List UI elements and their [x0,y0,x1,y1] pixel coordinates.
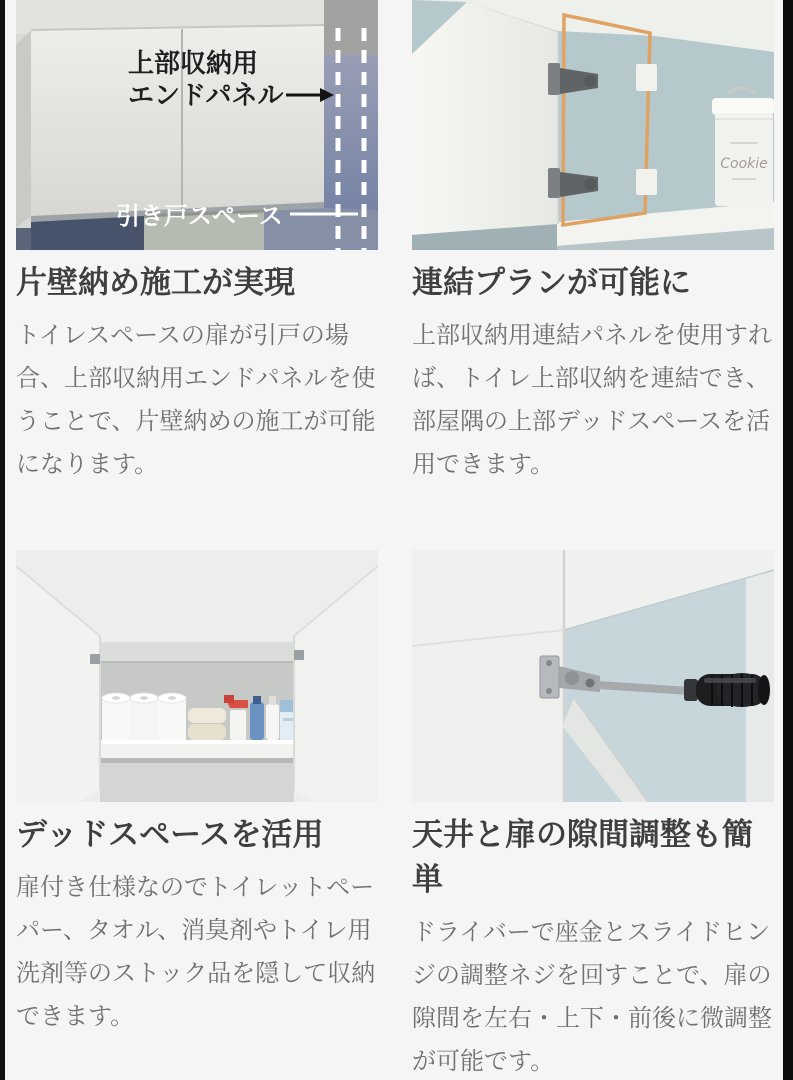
adjustment-screw [586,679,595,688]
end-panel-cabinet-illustration [16,0,378,250]
canister-label: Cookie [720,156,768,172]
feature-card-hinge-adjustment [412,550,774,1080]
hinge-plate-lower [636,169,657,195]
storage-contents-photo [16,550,378,802]
feature-card-end-panel [16,0,378,486]
hinge-plate-upper [636,64,657,91]
left-edge-bar [0,0,5,1080]
feature-body: ドライバーで座金とスライドヒンジの調整ネジを回すことで、扉の隙間を左右・上下・前後に微調整が可能です。 [412,918,772,1075]
feature-body: 扉付き仕様なのでトイレットペーパー、タオル、消臭剤やトイレ用洗剤等のストック品を隠して収納できます。 [16,873,376,1030]
open-cabinet-door [412,2,558,235]
feature-body: 上部収納用連結パネルを使用すれば、トイレ上部収納を連結でき、部屋隅の上部デッドスペースを活用できます。 [412,321,772,478]
storage-contents-illustration [16,550,378,802]
hinge-adjustment-illustration [412,550,774,802]
feature-heading: デッドスペースを活用 [16,817,324,853]
hinge-adjustment-photo [412,550,774,802]
sliding-door-space-label: 引き戸スペース [116,202,283,230]
feature-heading: 片壁納め施工が実現 [16,265,295,301]
shelf [100,740,294,802]
canister [712,88,774,206]
end-panel-label-line2: エンドパネル [128,81,284,111]
feature-heading: 天井と扉の隙間調整も簡単 [412,817,753,898]
connecting-panel-photo [412,0,774,250]
toilet-paper-rolls [102,693,186,740]
feature-body: トイレスペースの扉が引戸の場合、上部収納用エンドパネルを使うことで、片壁納めの施工が可能になります。 [16,321,376,478]
connecting-panel-illustration [412,0,774,250]
feature-card-connecting-panel [412,0,774,486]
right-edge-bar [783,0,793,1080]
end-panel-label-line1: 上部収納用 [128,49,259,79]
end-panel-cabinet-photo [16,0,378,250]
feature-heading: 連結プランが可能に [412,265,691,301]
feature-card-dead-space [16,550,378,1038]
